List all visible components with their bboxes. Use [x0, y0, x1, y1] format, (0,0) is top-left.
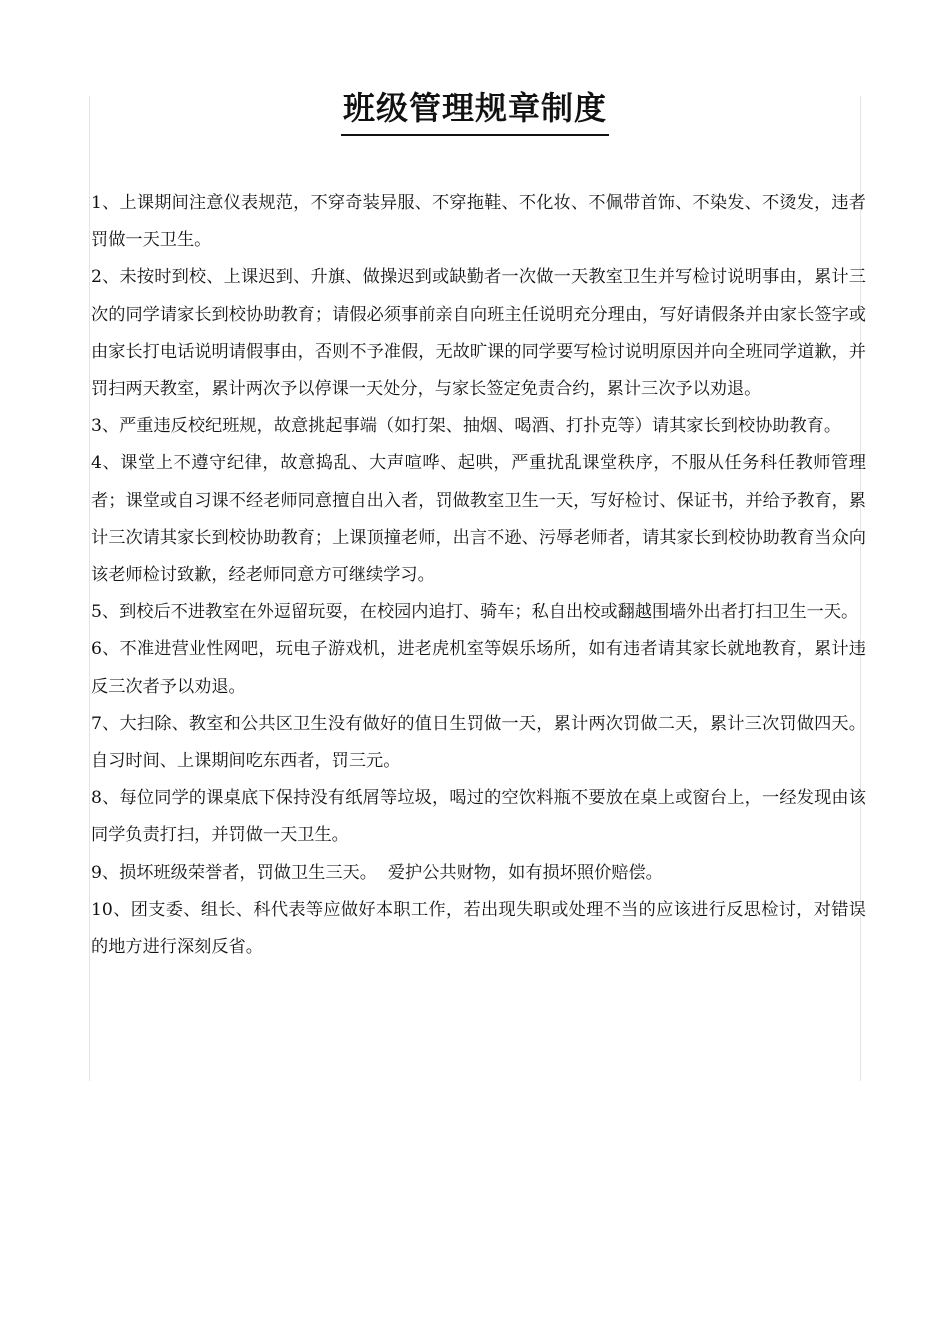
rule-item-6: 6、不准进营业性网吧，玩电子游戏机，进老虎机室等娱乐场所，如有违者请其家长就地教育，累计违反三次者予以劝退。: [91, 639, 866, 697]
rule-item-2: 2、未按时到校、上课迟到、升旗、做操迟到或缺勤者一次做一天教室卫生并写检讨说明事由，累计三次的同学请家长到校协助教育；请假必须事前亲自向班主任说明充分理由，写好请假条并由家长签字或由家长打电话说明请假事由，否则不予准假，无故旷课的同学要写检讨说明原因并向全班同学道歉，并罚扫两天教室，累计两次予以停课一天处分，与家长签定免责合约，累计三次予以劝退。: [91, 267, 866, 400]
rule-item-10: 10、团支委、组长、科代表等应做好本职工作，若出现失职或处理不当的应该进行反思检讨，对错误的地方进行深刻反省。: [91, 899, 866, 958]
rule-item-5: 5、到校后不进教室在外逗留玩耍，在校园内追打、骑车；私自出校或翻越围墙外出者打扫卫生一天。: [91, 602, 859, 623]
rules-list: [91, 185, 866, 966]
rule-item-8: 8、每位同学的课桌底下保持没有纸屑等垃圾，喝过的空饮料瓶不要放在桌上或窗台上，一经发现由该同学负责打扫，并罚做一天卫生。: [91, 788, 866, 846]
rule-item-1: 1、上课期间注意仪表规范，不穿奇装异服、不穿拖鞋、不化妆、不佩带首饰、不染发、不烫发，违者罚做一天卫生。: [91, 193, 866, 251]
document-title: 班级管理规章制度: [341, 84, 609, 136]
rule-item-4: 4、课堂上不遵守纪律，故意捣乱、大声喧哗、起哄，严重扰乱课堂秩序，不服从任务科任教师管理者；课堂或自习课不经老师同意擅自出入者，罚做教室卫生一天，写好检讨、保证书，并给予教育，累计三次请其家长到校协助教育；上课顶撞老师，出言不逊、污辱老师者，请其家长到校协助教育当众向该老师检讨致歉，经老师同意方可继续学习。: [91, 453, 866, 586]
rule-item-3: 3、严重违反校纪班规，故意挑起事端（如打架、抽烟、喝酒、打扑克等）请其家长到校协助教育。: [91, 416, 842, 437]
title-wrap: [0, 84, 950, 136]
rule-item-7: 7、大扫除、教室和公共区卫生没有做好的值日生罚做一天，累计两次罚做二天，累计三次罚做四天。自习时间、上课期间吃东西者，罚三元。: [91, 713, 866, 772]
rule-item-9: 9、损坏班级荣誉者，罚做卫生三天。 爱护公共财物，如有损坏照价赔偿。: [91, 862, 663, 883]
